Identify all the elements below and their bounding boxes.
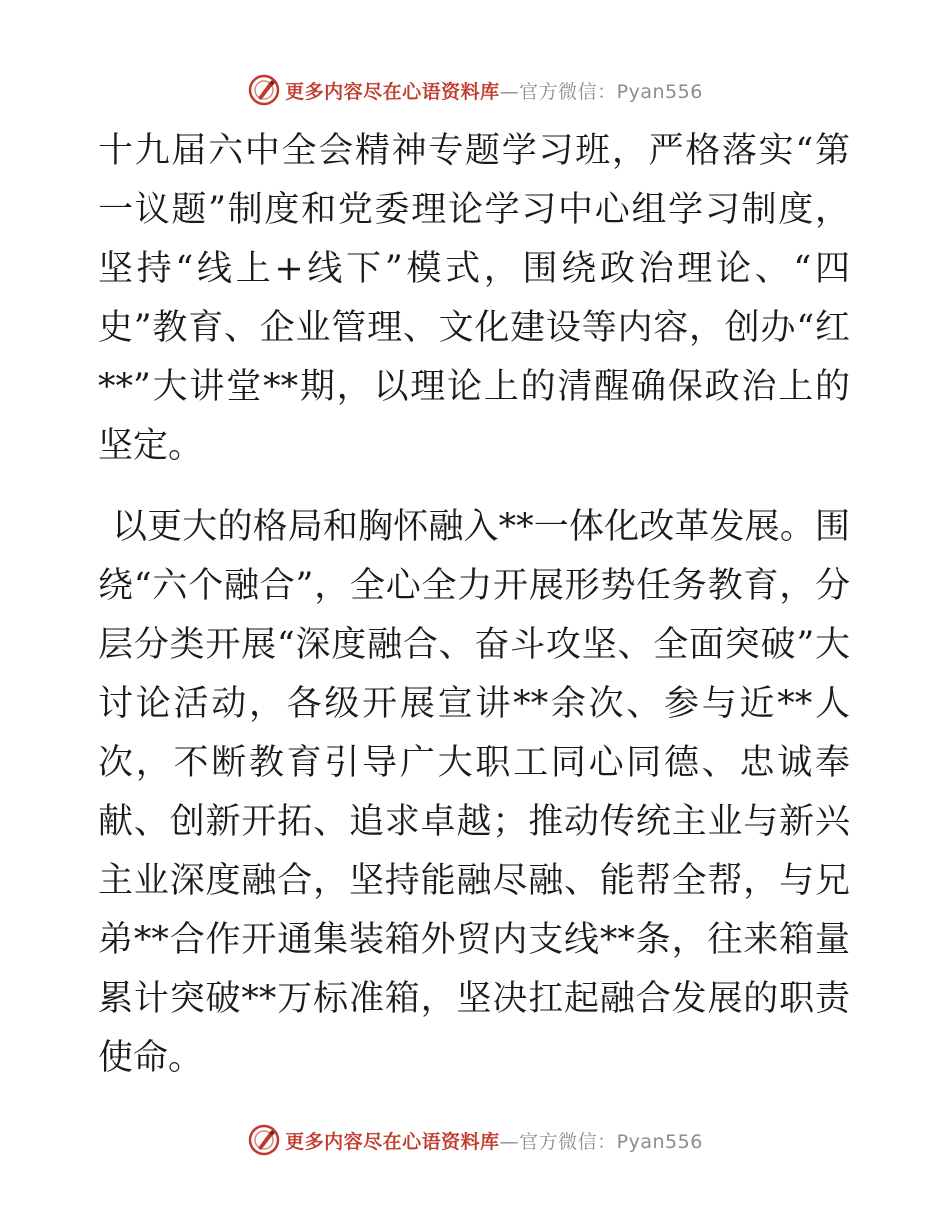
footer-separator: — (499, 1130, 520, 1153)
footer-site-name: 更多内容尽在心语资料库 (285, 1130, 500, 1153)
footer-contact: 官方微信：Pyan556 (519, 1130, 703, 1153)
header-banner (0, 70, 950, 110)
paragraph-2: 以更大的格局和胸怀融入**一体化改革发展。围绕“六个融合”，全心全力开展形势任务教育，分层分类开展“深度融合、奋斗攻坚、全面突破”大讨论活动，各级开展宣讲**余次、参与近**人次，不断教育引导广大职工同心同德、忠诚奉献、创新开拓、追求卓越；推动传统主业与新兴主业深度融合，坚持能融尽融、能帮全帮，与兄弟**合作开通集装箱外贸内支线**条，往来箱量累计突破**万标准箱，坚决扛起融合发展的职责使命。 (98, 507, 850, 1078)
header-contact: 官方微信：Pyan556 (519, 80, 703, 103)
document-body (98, 122, 850, 1088)
footer-banner-text (285, 1127, 703, 1154)
pen-nib-logo-icon (247, 73, 281, 107)
header-separator: — (499, 80, 520, 103)
pen-nib-logo-icon (247, 1123, 281, 1157)
footer-banner (0, 1120, 950, 1160)
header-banner-text (285, 77, 703, 104)
header-site-name: 更多内容尽在心语资料库 (285, 80, 500, 103)
paragraph-1: 十九届六中全会精神专题学习班，严格落实“第一议题”制度和党委理论学习中心组学习制度，坚持“线上+线下”模式，围绕政治理论、“四史”教育、企业管理、文化建设等内容，创办“红**”大讲堂**期，以理论上的清醒确保政治上的坚定。 (98, 131, 850, 466)
